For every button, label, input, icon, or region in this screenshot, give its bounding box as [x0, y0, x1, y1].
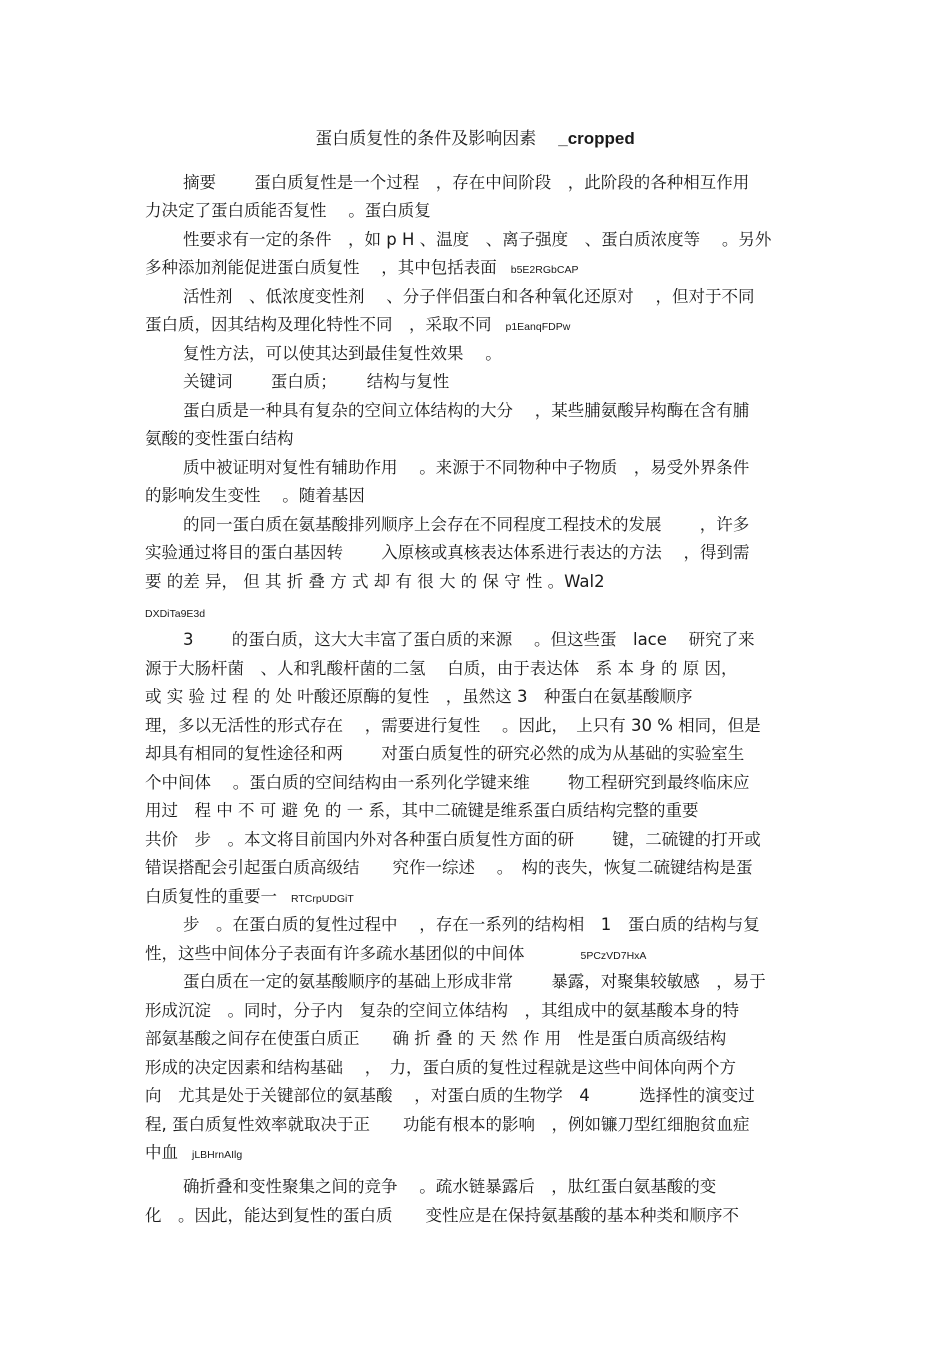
text-line: 实验通过将目的蛋白基因转 入原核或真核表达体系进行表达的方法 ，得到需 [145, 543, 750, 562]
code-label: b5E2RGbCAP [510, 264, 579, 276]
text-line: 化 。因此，能达到复性的蛋白质 变性应是在保持氨基酸的基本种类和顺序不 [145, 1206, 739, 1225]
text-line: 的同一蛋白质在氨基酸排列顺序上会存在不同程度工程技术的发展 ，许多 [183, 515, 750, 534]
text-line: 理，多以无活性的形式存在 ，需要进行复性 。因此， 上只有 30 % 相同，但是 [145, 716, 761, 735]
text-line-content: 性，这些中间体分子表面有许多疏水基团似的中间体 [145, 944, 525, 963]
text-line: 质中被证明对复性有辅助作用 。来源于不同物种中子物质 ，易受外界条件 [183, 458, 750, 477]
text-line-content: 白质复性的重要一 [145, 887, 277, 906]
text-line-content: 蛋白质，因其结构及理化特性不同 ，采取不同 [145, 315, 492, 334]
text-line: 活性剂 、低浓度变性剂 、分子伴侣蛋白和各种氧化还原对 ，但对于不同 [183, 287, 755, 306]
keywords-line: 关键词 蛋白质； 结构与复性 [183, 372, 450, 391]
text-line: 蛋白质在一定的氨基酸顺序的基础上形成非常 暴露，对聚集较敏感 ，易于 [183, 972, 766, 991]
text-line: 用过 程 中 不 可 避 免 的 一 系，其中二硫键是维系蛋白质结构完整的重要 [145, 801, 699, 820]
text-line [145, 1143, 242, 1165]
text-line: 向 尤其是处于关键部位的氨基酸 ，对蛋白质的生物学 4 选择性的演变过 [145, 1086, 755, 1105]
text-line: 共价 步 。本文将目前国内外对各种蛋白质复性方面的研 键，二硫键的打开或 [145, 830, 761, 849]
text-line: 程, 蛋白质复性效率就取决于正 功能有根本的影响 ，例如镰刀型红细胞贫血症 [145, 1115, 750, 1134]
text-line [145, 887, 354, 909]
text-line: 蛋白质是一种具有复杂的空间立体结构的大分 ，某些脯氨酸异构酶在含有脯 [183, 401, 750, 420]
text-line: 3 的蛋白质，这大大丰富了蛋白质的来源 。但这些蛋 lace 研究了来 [183, 630, 755, 649]
text-line: 形成的决定因素和结构基础 ， 力，蛋白质的复性过程就是这些中间体向两个方 [145, 1058, 736, 1077]
text-line: 氨酸的变性蛋白结构 [145, 429, 294, 448]
text-line [145, 944, 646, 966]
text-line: 复性方法，可以使其达到最佳复性效果 。 [183, 344, 502, 363]
text-line-content: 多种添加剂能促进蛋白质复性 ，其中包括表面 [145, 258, 497, 277]
code-label: 5PCzVD7HxA [580, 950, 647, 962]
text-line: 确折叠和变性聚集之间的竞争 。疏水链暴露后 ，肽红蛋白氨基酸的变 [183, 1177, 717, 1196]
text-line: 却具有相同的复性途径和两 对蛋白质复性的研究必然的成为从基础的实验室生 [145, 744, 745, 763]
code-label: DXDiTa9E3d [145, 608, 206, 620]
text-line: 个中间体 。蛋白质的空间结构由一系列化学键来维 物工程研究到最终临床应 [145, 773, 750, 792]
text-line: 源于大肠杆菌 、人和乳酸杆菌的二氢 白质，由于表达体 系 本 身 的 原 因， [145, 659, 738, 678]
text-line: 要 的差 异， 但 其 折 叠 方 式 却 有 很 大 的 保 守 性 。Wal2 [145, 572, 605, 591]
title-text: 蛋白质复性的条件及影响因素 [315, 129, 537, 149]
code-label: RTCrpUDGiT [291, 893, 354, 905]
document-title [0, 124, 950, 149]
text-line [145, 315, 570, 337]
code-label: jLBHrnAIlg [192, 1149, 243, 1161]
title-suffix: _cropped [558, 129, 635, 148]
text-line-content: 中血 [145, 1143, 178, 1162]
text-line: 步 。在蛋白质的复性过程中 ，存在一系列的结构相 1 蛋白质的结构与复 [183, 915, 760, 934]
code-label: p1EanqFDPw [505, 321, 571, 333]
text-line: 错误搭配会引起蛋白质高级结 究作一综述 。 构的丧失，恢复二硫键结构是蛋 [145, 858, 753, 877]
text-line: 的影响发生变性 。随着基因 [145, 486, 365, 505]
text-line [145, 258, 578, 280]
text-line: 摘要 蛋白质复性是一个过程 ，存在中间阶段 ，此阶段的各种相互作用 [183, 173, 750, 192]
text-line: 部氨基酸之间存在使蛋白质正 确 折 叠 的 天 然 作 用 性是蛋白质高级结构 [145, 1029, 727, 1048]
text-line: 力决定了蛋白质能否复性 。蛋白质复 [145, 201, 431, 220]
text-line: 性要求有一定的条件 ，如 p H 、温度 、离子强度 、蛋白质浓度等 。另外 [183, 230, 772, 249]
text-line: 或 实 验 过 程 的 处 叶酸还原酶的复性 ，虽然这 3 种蛋白在氨基酸顺序 [145, 687, 693, 706]
text-line: 形成沉淀 。同时，分子内 复杂的空间立体结构 ，其组成中的氨基酸本身的特 [145, 1001, 739, 1020]
